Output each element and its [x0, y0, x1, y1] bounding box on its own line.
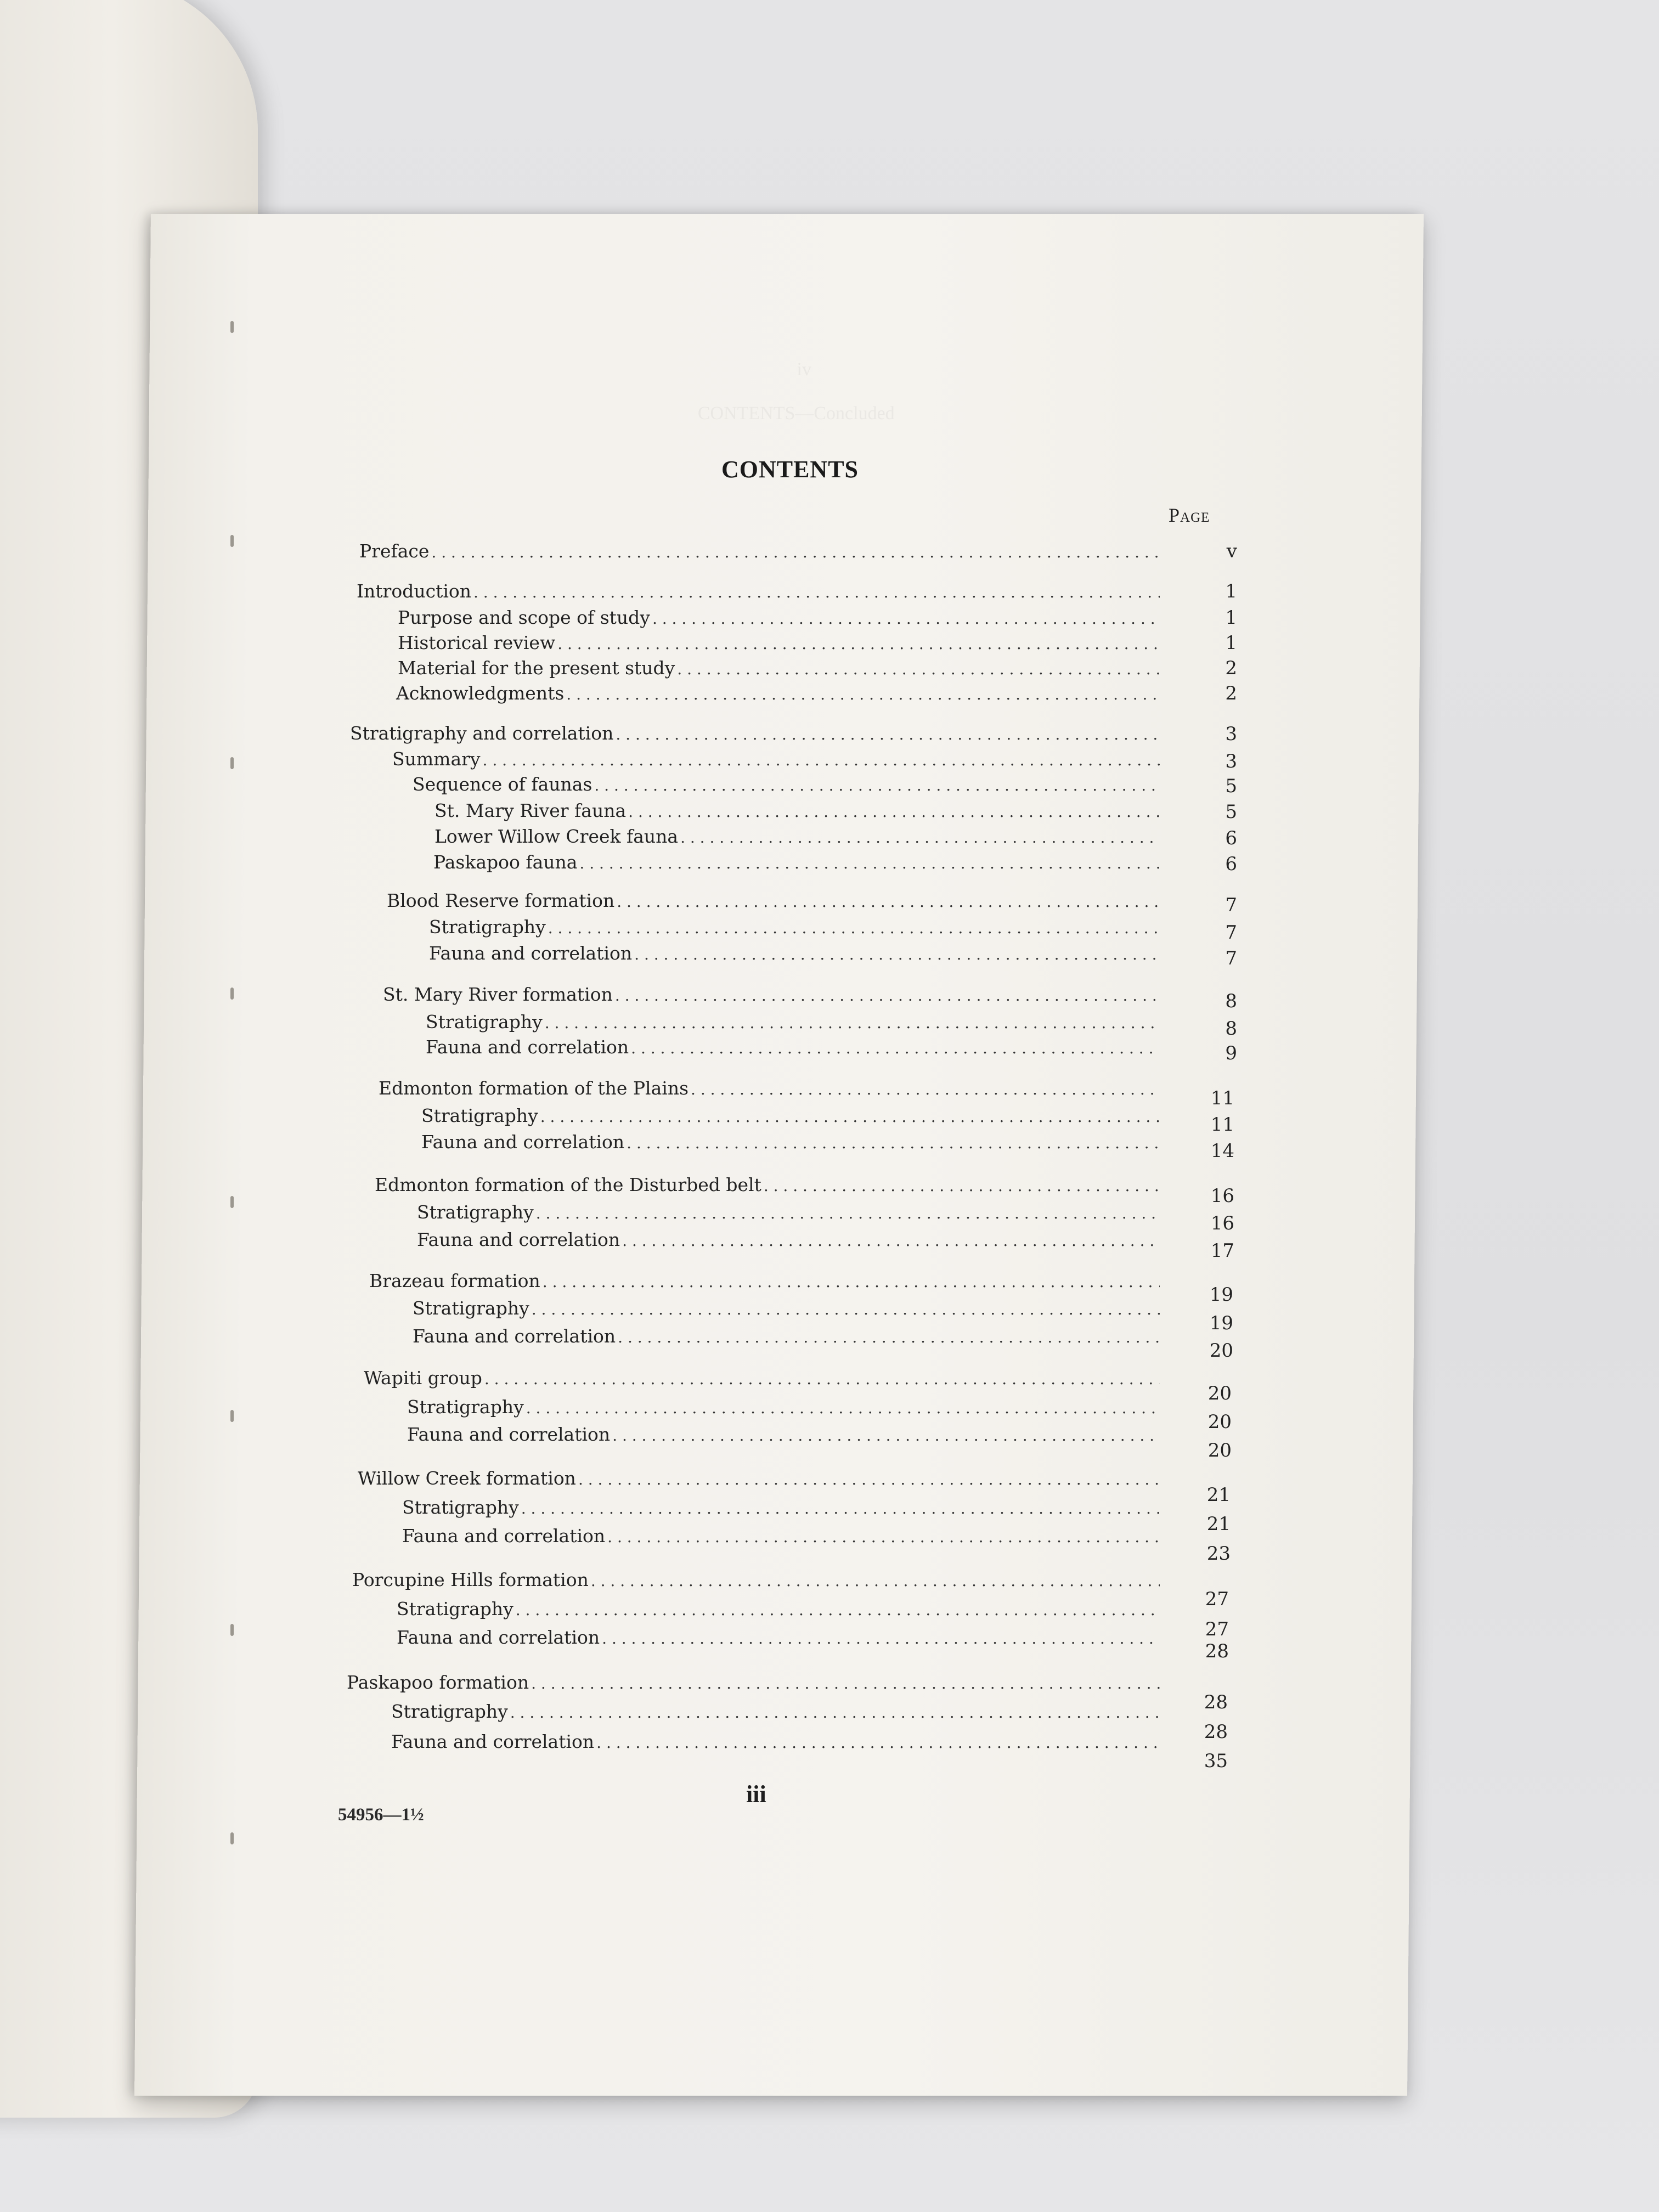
dot-leader: [596, 1734, 1160, 1752]
toc-entry: [421, 1105, 1162, 1129]
toc-entry-title: Material for the present study: [398, 657, 675, 679]
toc-entry: [396, 682, 1162, 707]
toc-entry-title: St. Mary River formation: [383, 984, 613, 1005]
dot-leader: [536, 1204, 1160, 1222]
toc-entry-page: 1: [1225, 607, 1237, 629]
toc-entry-page: 14: [1210, 1140, 1234, 1162]
toc-entry-page: 11: [1210, 1114, 1234, 1136]
toc-entry: [364, 1367, 1162, 1391]
toc-entry: [435, 800, 1162, 824]
toc-entry-title: Fauna and correlation: [413, 1325, 616, 1347]
toc-entry-title: Paskapoo formation: [347, 1672, 529, 1693]
toc-entry: [426, 1011, 1162, 1035]
toc-entry-page: 19: [1209, 1312, 1233, 1334]
toc-entry-title: Stratigraphy: [421, 1105, 538, 1126]
show-through-text: CONTENTS—Concluded: [697, 403, 895, 424]
dot-leader: [591, 1572, 1160, 1590]
dot-leader: [545, 1014, 1160, 1032]
toc-entry: [413, 1297, 1162, 1322]
toc-entry-title: Purpose and scope of study: [398, 607, 650, 628]
dot-leader: [602, 1629, 1160, 1647]
dot-leader: [557, 635, 1160, 653]
toc-entry-page: 16: [1210, 1185, 1234, 1207]
toc-entry-title: Fauna and correlation: [421, 1131, 625, 1153]
dot-leader: [531, 1674, 1160, 1692]
toc-entry: [435, 826, 1162, 850]
toc-entry-title: Summary: [392, 748, 481, 770]
toc-entry: [407, 1424, 1162, 1448]
dot-leader: [521, 1499, 1160, 1517]
toc-entry: [413, 774, 1162, 798]
toc-entry: [397, 1598, 1162, 1622]
dot-leader: [652, 610, 1160, 628]
toc-entry-page: 1: [1225, 632, 1237, 654]
toc-entry: [398, 657, 1162, 681]
toc-entry-title: Stratigraphy: [417, 1201, 534, 1223]
toc-entry: [417, 1201, 1162, 1226]
toc-entry-page: 5: [1225, 801, 1237, 823]
toc-entry-title: Fauna and correlation: [417, 1229, 620, 1250]
toc-entry-title: Fauna and correlation: [397, 1627, 600, 1648]
dot-leader: [618, 1328, 1160, 1346]
toc-entry-page: 27: [1205, 1588, 1229, 1610]
toc-entry-title: Fauna and correlation: [426, 1036, 629, 1058]
toc-entry-title: Brazeau formation: [369, 1270, 540, 1291]
toc-entry-page: 20: [1207, 1411, 1232, 1433]
toc-entry-page: 23: [1206, 1543, 1231, 1565]
toc-entry-page: 3: [1225, 723, 1237, 745]
dot-leader: [628, 803, 1160, 821]
dot-leader: [615, 986, 1160, 1005]
binding-stitch: [230, 1624, 234, 1636]
toc-entry: [383, 984, 1162, 1008]
toc-entry-page: v: [1226, 540, 1237, 562]
binding-stitch: [230, 535, 234, 547]
dot-leader: [594, 776, 1160, 794]
toc-entry-title: Fauna and correlation: [391, 1731, 595, 1752]
toc-entry: [407, 1396, 1162, 1420]
printer-mark: 54956—1½: [338, 1805, 424, 1825]
binding-stitch: [230, 1410, 234, 1422]
dot-leader: [579, 854, 1160, 872]
toc-entry: [421, 1131, 1162, 1155]
toc-entry-page: 7: [1225, 947, 1237, 969]
toc-entry: [402, 1497, 1162, 1521]
toc-entry: [391, 1731, 1162, 1755]
dot-leader: [510, 1703, 1160, 1722]
toc-entry-title: Willow Creek formation: [358, 1468, 576, 1489]
toc-entry-page: 21: [1206, 1513, 1231, 1535]
toc-entry-title: Stratigraphy: [402, 1497, 519, 1518]
toc-entry-page: 28: [1204, 1721, 1228, 1743]
toc-entry-page: 20: [1207, 1383, 1232, 1404]
toc-entry-title: Stratigraphy and correlation: [350, 723, 614, 744]
toc-entry: [392, 748, 1162, 772]
toc-entry-page: 11: [1210, 1087, 1234, 1109]
toc-entry-page: 5: [1225, 775, 1237, 797]
toc-entry: [398, 632, 1162, 656]
toc-entry: [429, 943, 1162, 967]
toc-entry-title: Stratigraphy: [391, 1701, 508, 1722]
toc-entry-title: Wapiti group: [364, 1367, 482, 1389]
dot-leader: [627, 1134, 1160, 1152]
toc-entry-title: Stratigraphy: [407, 1396, 524, 1418]
page-title: CONTENTS: [721, 456, 859, 483]
toc-entry-page: 27: [1205, 1618, 1229, 1640]
toc-entry-title: Stratigraphy: [429, 916, 546, 938]
toc-entry-title: Fauna and correlation: [429, 943, 633, 964]
toc-entry: [357, 580, 1162, 605]
dot-leader: [483, 751, 1160, 769]
toc-entry-title: Paskapoo fauna: [433, 851, 578, 873]
toc-entry-page: 3: [1225, 751, 1237, 772]
toc-entry: [413, 1325, 1162, 1350]
toc-entry: [429, 916, 1162, 940]
page-number: iii: [746, 1781, 766, 1808]
toc-entry-title: Stratigraphy: [397, 1598, 514, 1620]
dot-leader: [677, 660, 1160, 678]
toc-entry: [375, 1174, 1162, 1198]
dot-leader: [543, 1273, 1160, 1291]
dot-leader: [578, 1470, 1160, 1488]
dot-leader: [540, 1108, 1160, 1126]
page-column-heading: Page: [1169, 504, 1210, 526]
toc-entry-title: Edmonton formation of the Disturbed belt: [375, 1174, 761, 1195]
toc-entry: [433, 851, 1162, 876]
toc-entry-title: Sequence of faunas: [413, 774, 592, 795]
dot-leader: [616, 725, 1160, 743]
toc-entry-title: Edmonton formation of the Plains: [379, 1077, 689, 1099]
toc-entry-page: 7: [1225, 894, 1237, 916]
toc-entry-page: 28: [1204, 1691, 1228, 1713]
toc-entry-page: 28: [1205, 1640, 1229, 1662]
dot-leader: [607, 1528, 1160, 1546]
toc-entry: [402, 1525, 1162, 1549]
toc-entry-title: Introduction: [357, 580, 471, 602]
toc-entry-page: 6: [1225, 827, 1237, 849]
toc-entry-page: 1: [1225, 580, 1237, 602]
toc-entry-page: 20: [1209, 1340, 1233, 1362]
toc-entry-page: 20: [1207, 1440, 1232, 1462]
dot-leader: [516, 1601, 1160, 1619]
show-through-text: iv: [797, 359, 812, 380]
toc-entry: [359, 540, 1162, 565]
toc-entry: [358, 1468, 1162, 1492]
toc-entry-title: Fauna and correlation: [407, 1424, 611, 1445]
toc-entry-title: Lower Willow Creek fauna: [435, 826, 679, 847]
toc-entry-title: Preface: [359, 540, 430, 562]
toc-entry-page: 16: [1210, 1212, 1234, 1234]
toc-entry-page: 2: [1225, 657, 1237, 679]
dot-leader: [634, 945, 1160, 963]
toc-entry-title: Fauna and correlation: [402, 1525, 606, 1547]
dot-leader: [612, 1426, 1160, 1444]
toc-entry-page: 9: [1225, 1042, 1237, 1064]
dot-leader: [548, 919, 1160, 937]
dot-leader: [622, 1232, 1160, 1250]
dot-leader: [566, 685, 1160, 703]
dot-leader: [473, 583, 1160, 601]
dot-leader: [680, 828, 1160, 847]
binding-stitch: [230, 1196, 234, 1208]
toc-entry-page: 17: [1210, 1240, 1234, 1262]
toc-entry-page: 8: [1225, 990, 1237, 1012]
dot-leader: [431, 543, 1160, 561]
toc-entry-title: Stratigraphy: [426, 1011, 543, 1032]
toc-entry-title: Blood Reserve formation: [387, 890, 615, 911]
toc-entry-title: St. Mary River fauna: [435, 800, 627, 821]
binding-stitch: [230, 757, 234, 769]
dot-leader: [532, 1300, 1160, 1318]
toc-entry: [397, 1627, 1162, 1651]
dot-leader: [691, 1080, 1160, 1098]
toc-entry-page: 35: [1204, 1750, 1228, 1772]
toc-entry: [379, 1077, 1162, 1102]
toc-entry-title: Historical review: [398, 632, 556, 653]
toc-entry-page: 21: [1206, 1484, 1231, 1506]
dot-leader: [631, 1039, 1160, 1057]
dot-leader: [617, 893, 1160, 911]
toc-entry-page: 7: [1225, 922, 1237, 944]
dot-leader: [484, 1370, 1160, 1388]
toc-entry: [350, 723, 1162, 747]
toc-entry: [352, 1569, 1162, 1593]
toc-entry: [398, 607, 1162, 631]
dot-leader: [526, 1399, 1160, 1417]
toc-entry: [369, 1270, 1162, 1294]
toc-entry-title: Stratigraphy: [413, 1297, 529, 1319]
dot-leader: [764, 1177, 1160, 1195]
toc-entry-page: 19: [1209, 1284, 1233, 1306]
toc-entry: [417, 1229, 1162, 1253]
toc-entry-page: 2: [1225, 682, 1237, 704]
binding-stitch: [230, 321, 234, 333]
toc-entry: [391, 1701, 1162, 1725]
toc-entry-page: 8: [1225, 1018, 1237, 1040]
toc-entry: [347, 1672, 1162, 1696]
toc-entry-title: Acknowledgments: [396, 682, 565, 704]
binding-stitch: [230, 1832, 234, 1844]
toc-entry-page: 6: [1225, 853, 1237, 875]
binding-stitch: [230, 988, 234, 1000]
toc-entry: [387, 890, 1162, 914]
toc-entry: [426, 1036, 1162, 1060]
toc-entry-title: Porcupine Hills formation: [352, 1569, 589, 1590]
